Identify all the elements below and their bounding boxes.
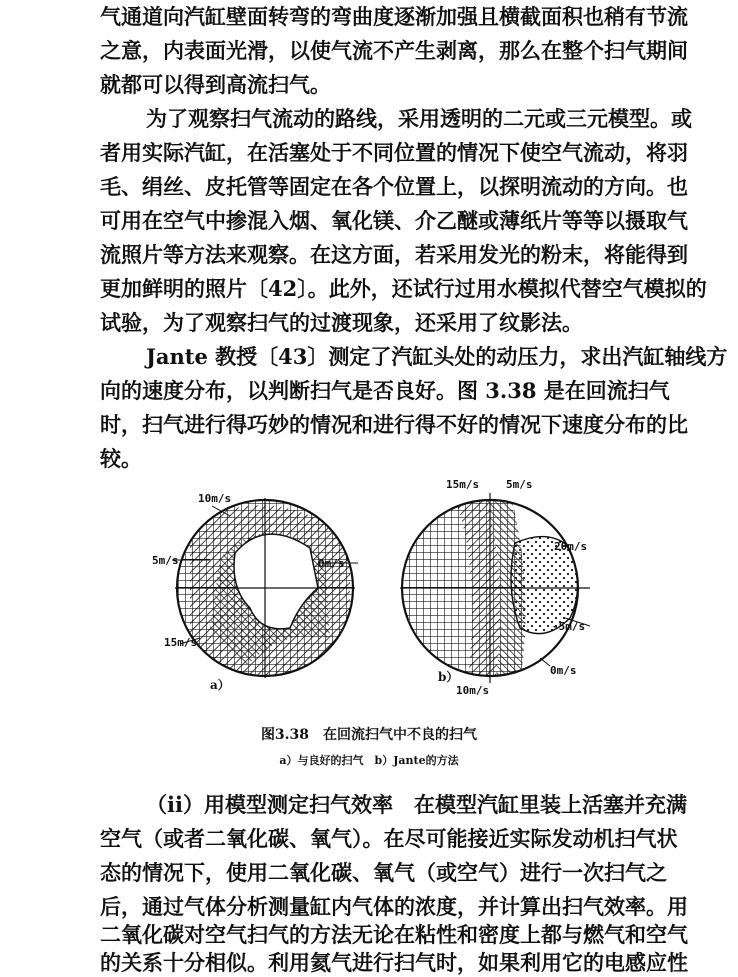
text-line: 流照片等方法来观察。在这方面，若采用发光的粉末，将能得到 bbox=[100, 242, 688, 267]
text-line: 之意，内表面光滑，以使气流不产生剥离，那么在整个扫气期间 bbox=[100, 38, 688, 63]
figure-a-label-5ms: 5m/s bbox=[152, 554, 179, 567]
figure-b-label-15ms: 15m/s bbox=[446, 478, 480, 491]
figure-a-label-10ms: 10m/s bbox=[198, 492, 232, 505]
text-line: 为了观察扫气流动的路线，采用透明的二元或三元模型。或 bbox=[146, 106, 692, 131]
figure-subcaption: a）与良好的扫气 b）Jante的方法 bbox=[279, 754, 459, 767]
text-line: Jante 教授〔43〕测定了汽缸头处的动压力，求出汽缸轴线方 bbox=[146, 344, 728, 369]
figure-a-label-0ms: 0m/s bbox=[318, 557, 345, 570]
text-line: 就都可以得到高流扫气。 bbox=[100, 72, 331, 97]
text-line: 试验，为了观察扫气的过渡现象，还采用了纹影法。 bbox=[100, 310, 583, 335]
text-line: 较。 bbox=[100, 446, 142, 471]
text-line: （ii）用模型测定扫气效率 在模型汽缸里装上活塞并充满 bbox=[146, 792, 687, 817]
figure-a-label-15ms: 15m/s bbox=[164, 636, 198, 649]
text-line: 空气（或者二氧化碳、氧气）。在尽可能接近实际发动机扫气状 bbox=[100, 826, 678, 851]
text-line: 毛、绢丝、皮托管等固定在各个位置上，以探明流动的方向。也 bbox=[100, 174, 688, 199]
figure-caption: 图3.38 在回流扫气中不良的扫气 bbox=[260, 727, 478, 743]
diagram-a bbox=[170, 488, 370, 688]
figure-3-38 bbox=[150, 468, 600, 718]
figure-b-label-10ms: 10m/s bbox=[456, 684, 490, 697]
text-line: 的关系十分相似。利用氦气进行扫气时，如果利用它的电感应性 bbox=[100, 950, 688, 975]
text-line: 二氧化碳对空气扫气的方法无论在粘性和密度上都与燃气和空气 bbox=[100, 922, 688, 947]
text-line: 向的速度分布，以判断扫气是否良好。图 3.38 是在回流扫气 bbox=[100, 378, 670, 403]
figure-b-label-minus5ms: -5m/s bbox=[552, 620, 586, 633]
text-line: 气通道向汽缸壁面转弯的弯曲度逐渐加强且横截面积也稍有节流 bbox=[100, 4, 688, 29]
text-line: 态的情况下，使用二氧化碳、氧气（或空气）进行一次扫气之 bbox=[100, 860, 667, 885]
text-line: 更加鲜明的照片〔42〕。此外，还试行过用水模拟代替空气模拟的 bbox=[100, 276, 707, 301]
diagram-b bbox=[400, 488, 600, 688]
figure-b-label-5ms: 5m/s bbox=[506, 478, 533, 491]
figure-a-tag: a） bbox=[210, 678, 230, 692]
text-line: 可用在空气中掺混入烟、氧化镁、介乙醚或薄纸片等等以摄取气 bbox=[100, 208, 688, 233]
text-line: 者用实际汽缸，在活塞处于不同位置的情况下使空气流动，将羽 bbox=[100, 140, 688, 165]
figure-b-label-20ms: 20m/s bbox=[554, 540, 588, 553]
figure-b-tag: b） bbox=[438, 670, 459, 684]
figure-b-label-0ms: 0m/s bbox=[550, 664, 577, 677]
text-line: 时，扫气进行得巧妙的情况和进行得不好的情况下速度分布的比 bbox=[100, 412, 688, 437]
text-line: 后，通过气体分析测量缸内气体的浓度，并计算出扫气效率。用 bbox=[100, 894, 688, 919]
